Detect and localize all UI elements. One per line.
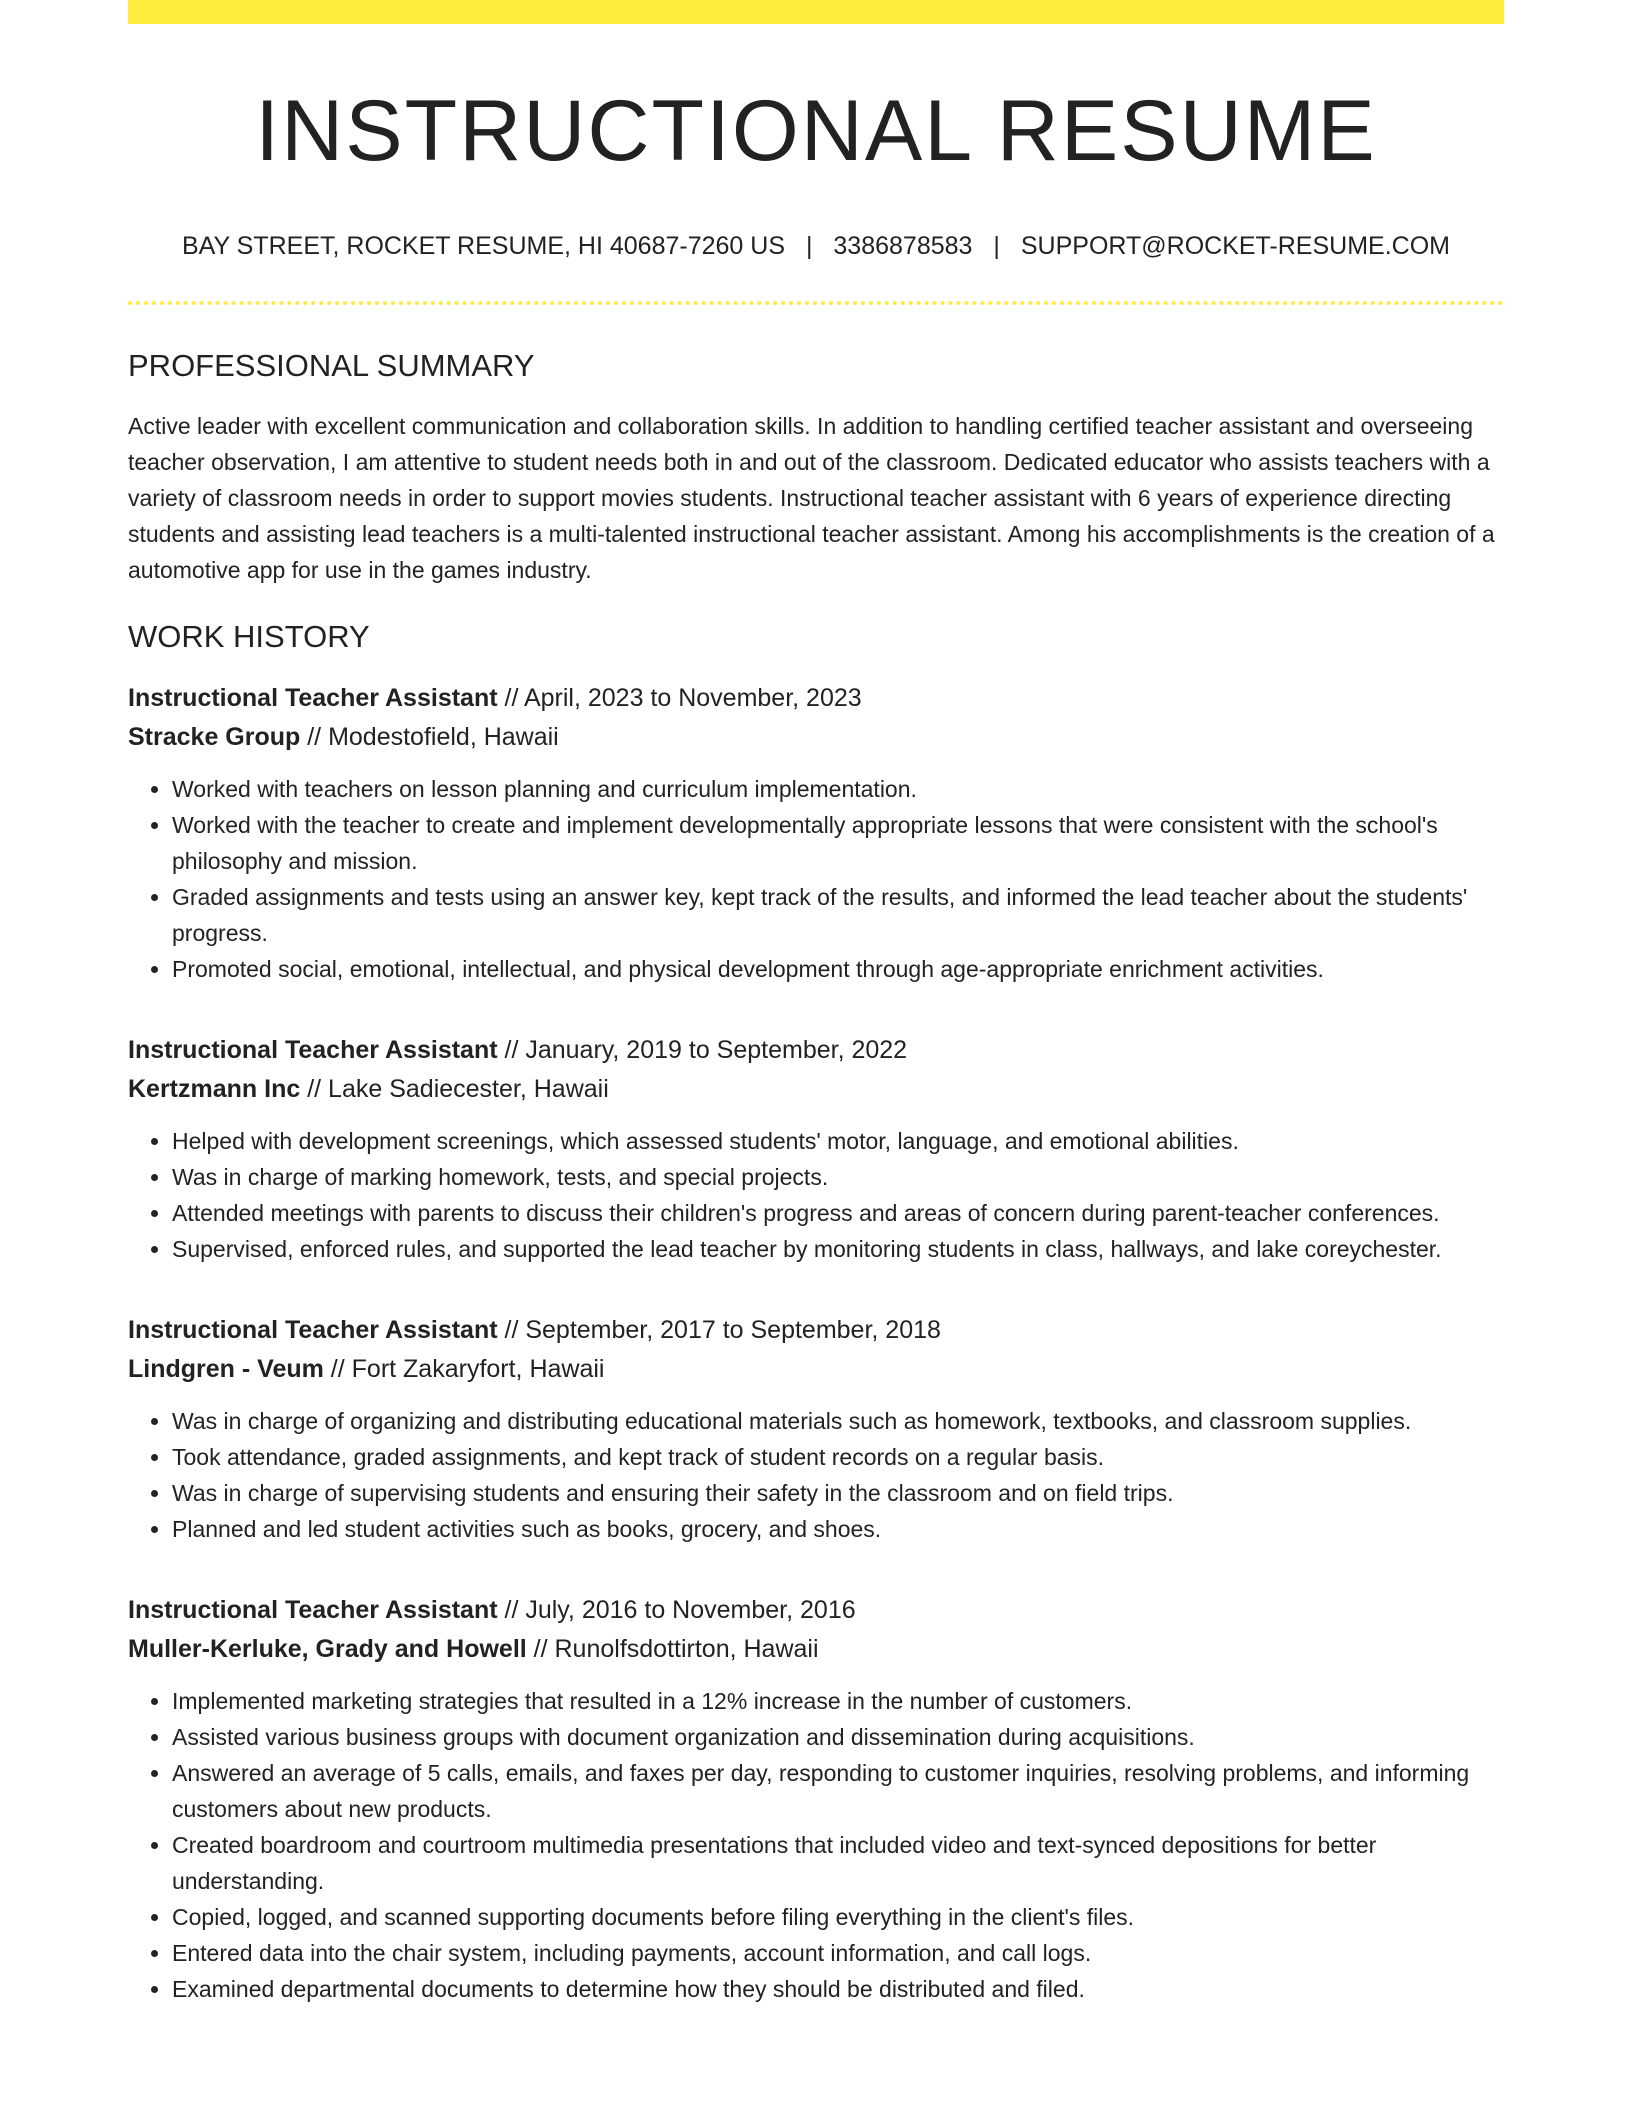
job-bullet: • Supervised, enforced rules, and supported the lead teacher by monitoring students in class, hallways, and lake coreychester. xyxy=(172,1231,1504,1267)
job-bullet: • Planned and led student activities such as books, grocery, and shoes. xyxy=(172,1511,1504,1547)
job-entry xyxy=(128,1591,1504,2007)
resume-page xyxy=(128,0,1504,2007)
job-bullet: • Assisted various business groups with document organization and dissemination during acquisitions. xyxy=(172,1719,1504,1755)
job-location: // Runolfsdottirton, Hawaii xyxy=(526,1634,819,1663)
job-location: // Lake Sadiecester, Hawaii xyxy=(300,1074,609,1103)
summary-heading: PROFESSIONAL SUMMARY xyxy=(128,347,535,383)
job-role-line xyxy=(128,1591,1504,1630)
job-bullet: • Took attendance, graded assignments, and kept track of student records on a regular basis. xyxy=(172,1439,1504,1475)
job-role-line xyxy=(128,679,1504,718)
job-company: Muller-Kerluke, Grady and Howell xyxy=(128,1634,527,1663)
job-role-line xyxy=(128,1311,1504,1350)
dotted-divider xyxy=(128,301,1504,305)
resume-name: INSTRUCTIONAL RESUME xyxy=(255,83,1377,179)
job-dates: // January, 2019 to September, 2022 xyxy=(497,1035,908,1064)
job-entry xyxy=(128,679,1504,987)
job-dates: // September, 2017 to September, 2018 xyxy=(497,1315,941,1344)
job-role: Instructional Teacher Assistant xyxy=(128,1315,498,1344)
job-dates: // July, 2016 to November, 2016 xyxy=(497,1595,856,1624)
contact-email: SUPPORT@ROCKET-RESUME.COM xyxy=(1020,231,1450,260)
job-company-line xyxy=(128,1630,1504,1669)
contact-separator: | xyxy=(805,231,813,260)
contact-line xyxy=(128,231,1504,261)
job-company-line xyxy=(128,1350,1504,1389)
job-bullet: • Copied, logged, and scanned supporting documents before filing everything in the client's files. xyxy=(172,1899,1504,1935)
accent-top-bar xyxy=(128,0,1504,24)
job-bullet: • Created boardroom and courtroom multimedia presentations that included video and text-synced depositions for better understanding. xyxy=(172,1827,1504,1899)
job-bullet: • Graded assignments and tests using an answer key, kept track of the results, and informed the lead teacher about the students' progress. xyxy=(172,879,1504,951)
job-bullet: • Examined departmental documents to determine how they should be distributed and filed. xyxy=(172,1971,1504,2007)
job-bullet: • Helped with development screenings, which assessed students' motor, language, and emotional abilities. xyxy=(172,1123,1504,1159)
job-role: Instructional Teacher Assistant xyxy=(128,1595,498,1624)
job-company: Kertzmann Inc xyxy=(128,1074,301,1103)
job-bullets xyxy=(128,1403,1504,1547)
job-bullet: • Worked with teachers on lesson planning and curriculum implementation. xyxy=(172,771,1504,807)
job-bullet: • Worked with the teacher to create and implement developmentally appropriate lessons that were consistent with the school's philosophy and mission. xyxy=(172,807,1504,879)
job-location: // Modestofield, Hawaii xyxy=(300,722,559,751)
job-bullet: • Answered an average of 5 calls, emails, and faxes per day, responding to customer inquiries, resolving problems, and informing customers about new products. xyxy=(172,1755,1504,1827)
contact-separator: | xyxy=(993,231,1000,260)
job-list xyxy=(128,679,1504,2007)
job-role-line xyxy=(128,1031,1504,1070)
job-company: Lindgren - Veum xyxy=(128,1354,324,1383)
job-company: Stracke Group xyxy=(128,722,301,751)
job-role: Instructional Teacher Assistant xyxy=(128,683,498,712)
job-bullets xyxy=(128,771,1504,987)
job-bullet: • Promoted social, emotional, intellectual, and physical development through age-appropriate enrichment activities. xyxy=(172,951,1504,987)
job-bullet: • Entered data into the chair system, including payments, account information, and call logs. xyxy=(172,1935,1504,1971)
job-entry xyxy=(128,1031,1504,1267)
job-bullet: • Attended meetings with parents to discuss their children's progress and areas of concern during parent-teacher conferences. xyxy=(172,1195,1504,1231)
job-company-line xyxy=(128,718,1504,757)
summary-text: Active leader with excellent communication and collaboration skills. In addition to handling certified teacher assistant and overseeing teacher observation, I am attentive to student needs both in and out of the classroom. Dedicated educator who assists teachers with a variety of classroom needs in order to support movies students. Instructional teacher assistant with 6 years of experience directing students and assisting lead teachers is a multi-talented instructional teacher assistant. Among his accomplishments is the creation of a automotive app for use in the games industry. xyxy=(128,412,1495,583)
job-bullet: • Implemented marketing strategies that resulted in a 12% increase in the number of customers. xyxy=(172,1683,1504,1719)
job-location: // Fort Zakaryfort, Hawaii xyxy=(323,1354,605,1383)
contact-phone: 3386878583 xyxy=(833,231,973,260)
job-bullets xyxy=(128,1123,1504,1267)
job-bullet: • Was in charge of supervising students and ensuring their safety in the classroom and on field trips. xyxy=(172,1475,1504,1511)
contact-address: BAY STREET, ROCKET RESUME, HI 40687-7260 US xyxy=(181,231,785,260)
work-history-heading: WORK HISTORY xyxy=(128,618,370,654)
job-bullets xyxy=(128,1683,1504,2007)
job-role: Instructional Teacher Assistant xyxy=(128,1035,498,1064)
job-bullet: • Was in charge of organizing and distributing educational materials such as homework, textbooks, and classroom supplies. xyxy=(172,1403,1504,1439)
job-entry xyxy=(128,1311,1504,1547)
job-company-line xyxy=(128,1070,1504,1109)
job-dates: // April, 2023 to November, 2023 xyxy=(497,683,862,712)
job-bullet: • Was in charge of marking homework, tests, and special projects. xyxy=(172,1159,1504,1195)
